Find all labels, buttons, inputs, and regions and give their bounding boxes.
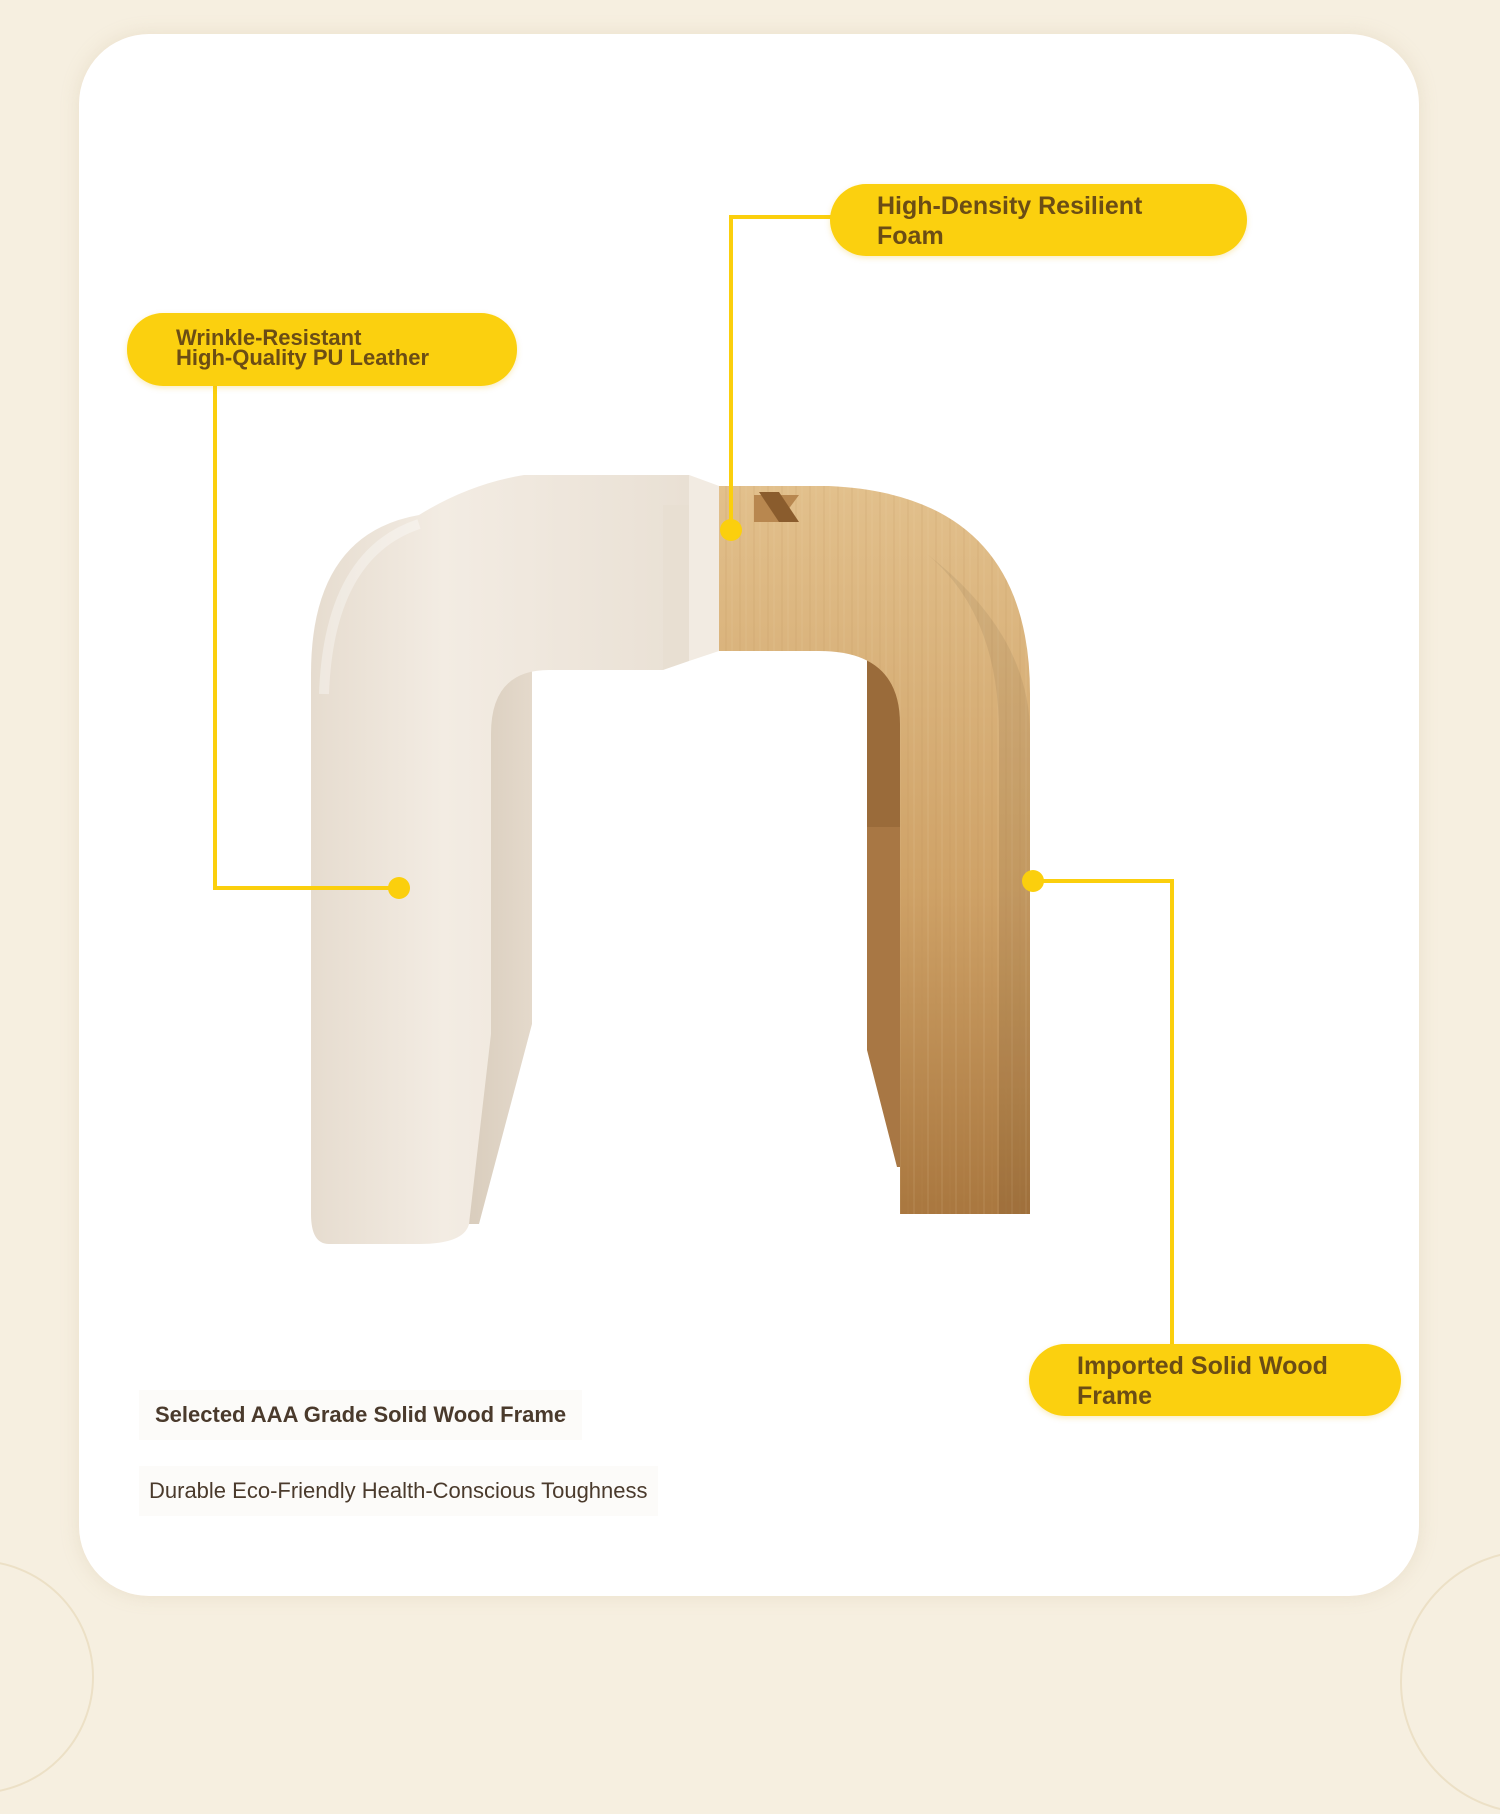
foam-leader-line	[731, 217, 832, 530]
callout-wood	[1029, 1344, 1401, 1416]
wood-leader-line	[1033, 881, 1172, 1346]
callout-wood-line-2: Frame	[1077, 1382, 1153, 1410]
leather-callout-dot	[388, 877, 410, 899]
callout-foam-line-2: Foam	[877, 222, 944, 250]
callout-leather	[127, 313, 517, 386]
product-card	[79, 34, 1419, 1596]
callout-foam-line-1: High-Density Resilient	[877, 192, 1143, 220]
wood-callout-dot	[1022, 870, 1044, 892]
callout-leather-line-1: Wrinkle-Resistant	[176, 325, 362, 350]
wood-frame	[719, 486, 1030, 1214]
callout-leather-line-2: High-Quality PU Leather	[176, 345, 430, 370]
callout-wood-line-1: Imported Solid Wood	[1077, 1352, 1328, 1380]
caption-title: Selected AAA Grade Solid Wood Frame	[139, 1390, 582, 1440]
leather-cushion	[311, 475, 719, 1244]
callout-foam	[830, 184, 1247, 256]
foam-callout-dot	[720, 519, 742, 541]
caption-subtitle: Durable Eco-Friendly Health-Conscious Toughness	[139, 1466, 658, 1516]
